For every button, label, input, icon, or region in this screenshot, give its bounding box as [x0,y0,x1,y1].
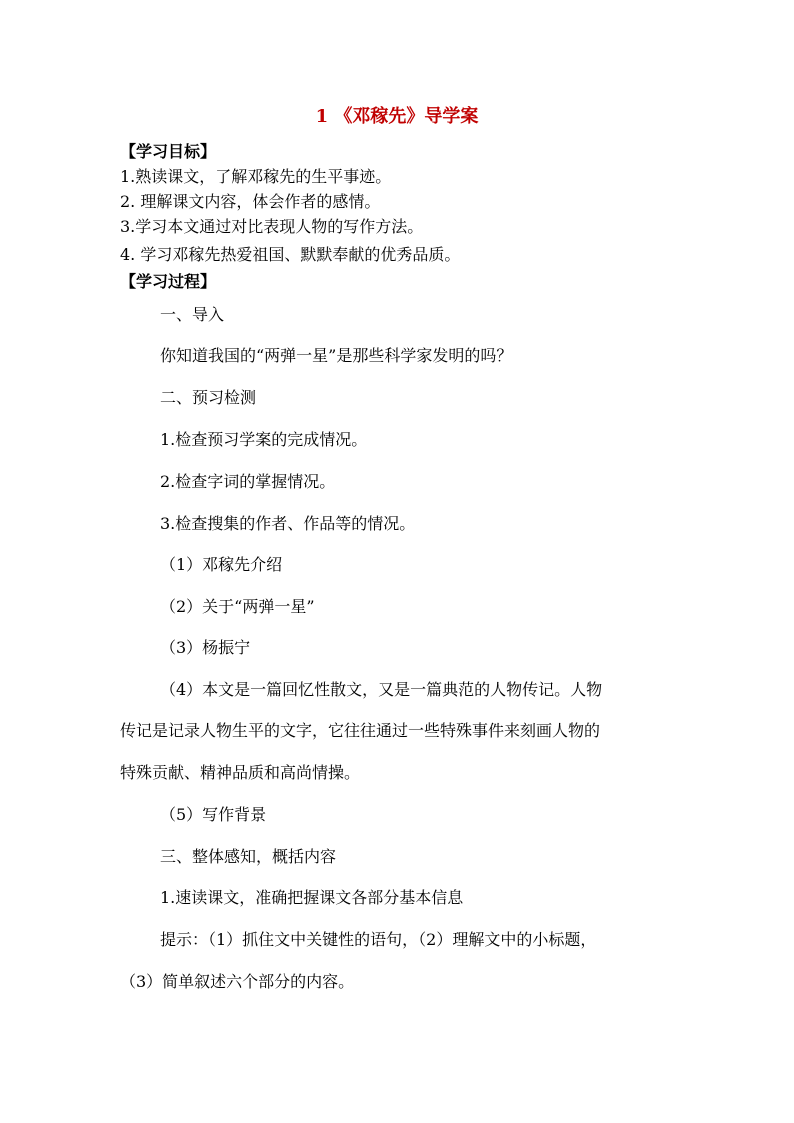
sub-item: （3）杨振宁 [160,638,251,657]
preview-item: 2.检查字词的掌握情况。 [160,472,336,491]
intro-question: 你知道我国的“两弹一星”是那些科学家发明的吗？ [160,346,513,365]
preview-item: 3.检查搜集的作者、作品等的情况。 [160,514,416,533]
section-overview: 三、整体感知，概括内容 [160,847,337,866]
goal-item: 2. 理解课文内容，体会作者的感情。 [120,192,381,211]
sub-item: （2）关于“两弹一星” [160,597,315,616]
sub-item: （5）写作背景 [160,805,267,824]
overview-item: 1.速读课文，准确把握课文各部分基本信息 [160,888,464,907]
process-heading: 【学习过程】 [120,272,217,291]
section-intro: 一、导入 [160,305,225,324]
sub-item-paragraph: 特殊贡献、精神品质和高尚情操。 [120,763,361,782]
goal-item: 1.熟读课文，了解邓稼先的生平事迹。 [120,167,392,186]
hint-text: （3）简单叙述六个部分的内容。 [120,972,355,991]
document-title: 1 《邓稼先》导学案 [315,106,479,127]
sub-item-paragraph: 传记是记录人物生平的文字，它往往通过一些特殊事件来刻画人物的 [120,721,601,740]
goals-heading: 【学习目标】 [120,142,217,161]
sub-item: （1）邓稼先介绍 [160,555,283,574]
goal-item: 3.学习本文通过对比表现人物的写作方法。 [120,217,424,236]
hint-text: 提示：（1）抓住文中关键性的语句，（2）理解文中的小标题， [160,930,597,949]
section-preview: 二、预习检测 [160,388,257,407]
preview-item: 1.检查预习学案的完成情况。 [160,430,368,449]
sub-item-paragraph: （4）本文是一篇回忆性散文，又是一篇典范的人物传记。人物 [160,680,603,699]
goal-item: 4. 学习邓稼先热爱祖国、默默奉献的优秀品质。 [120,245,461,264]
